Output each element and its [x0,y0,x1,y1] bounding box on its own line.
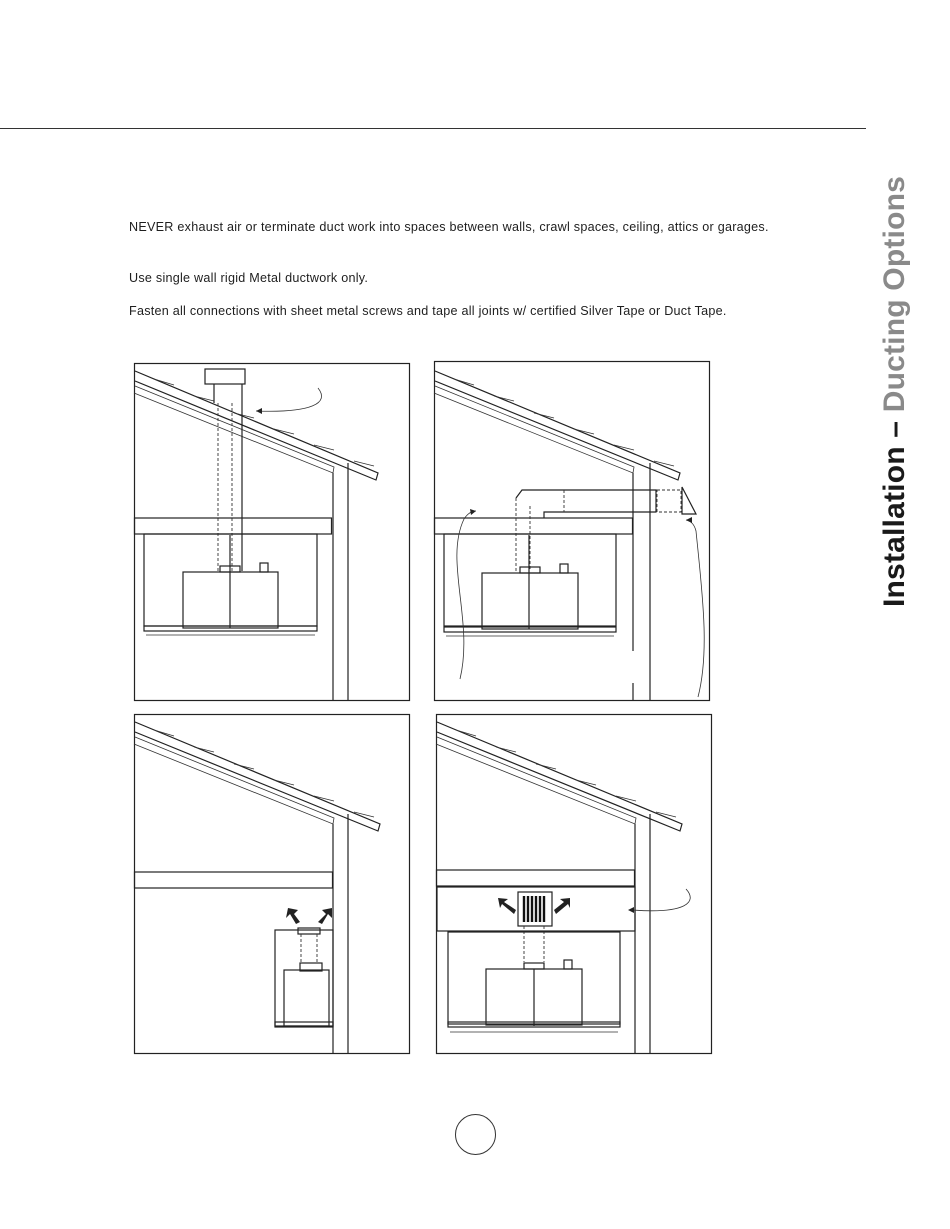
section-title-part1: Installation – [878,412,911,607]
diagram-roof-vent [134,363,410,701]
section-title-part2: Ducting Options [878,175,911,413]
warning-note: NEVER exhaust air or terminate duct work into spaces between walls, crawl spaces, ceiling, attics or garages. [129,220,769,234]
diagram-wall-vent [434,361,710,701]
section-title [878,176,912,607]
diagram-recirculating [134,714,410,1054]
fastening-note: Fasten all connections with sheet metal screws and tape all joints w/ certified Silver Tape or Duct Tape. [129,304,727,318]
page-number-badge [455,1114,496,1155]
header-rule [0,128,866,129]
duct-material-note: Use single wall rigid Metal ductwork only. [129,271,369,285]
diagram-soffit [436,714,712,1054]
